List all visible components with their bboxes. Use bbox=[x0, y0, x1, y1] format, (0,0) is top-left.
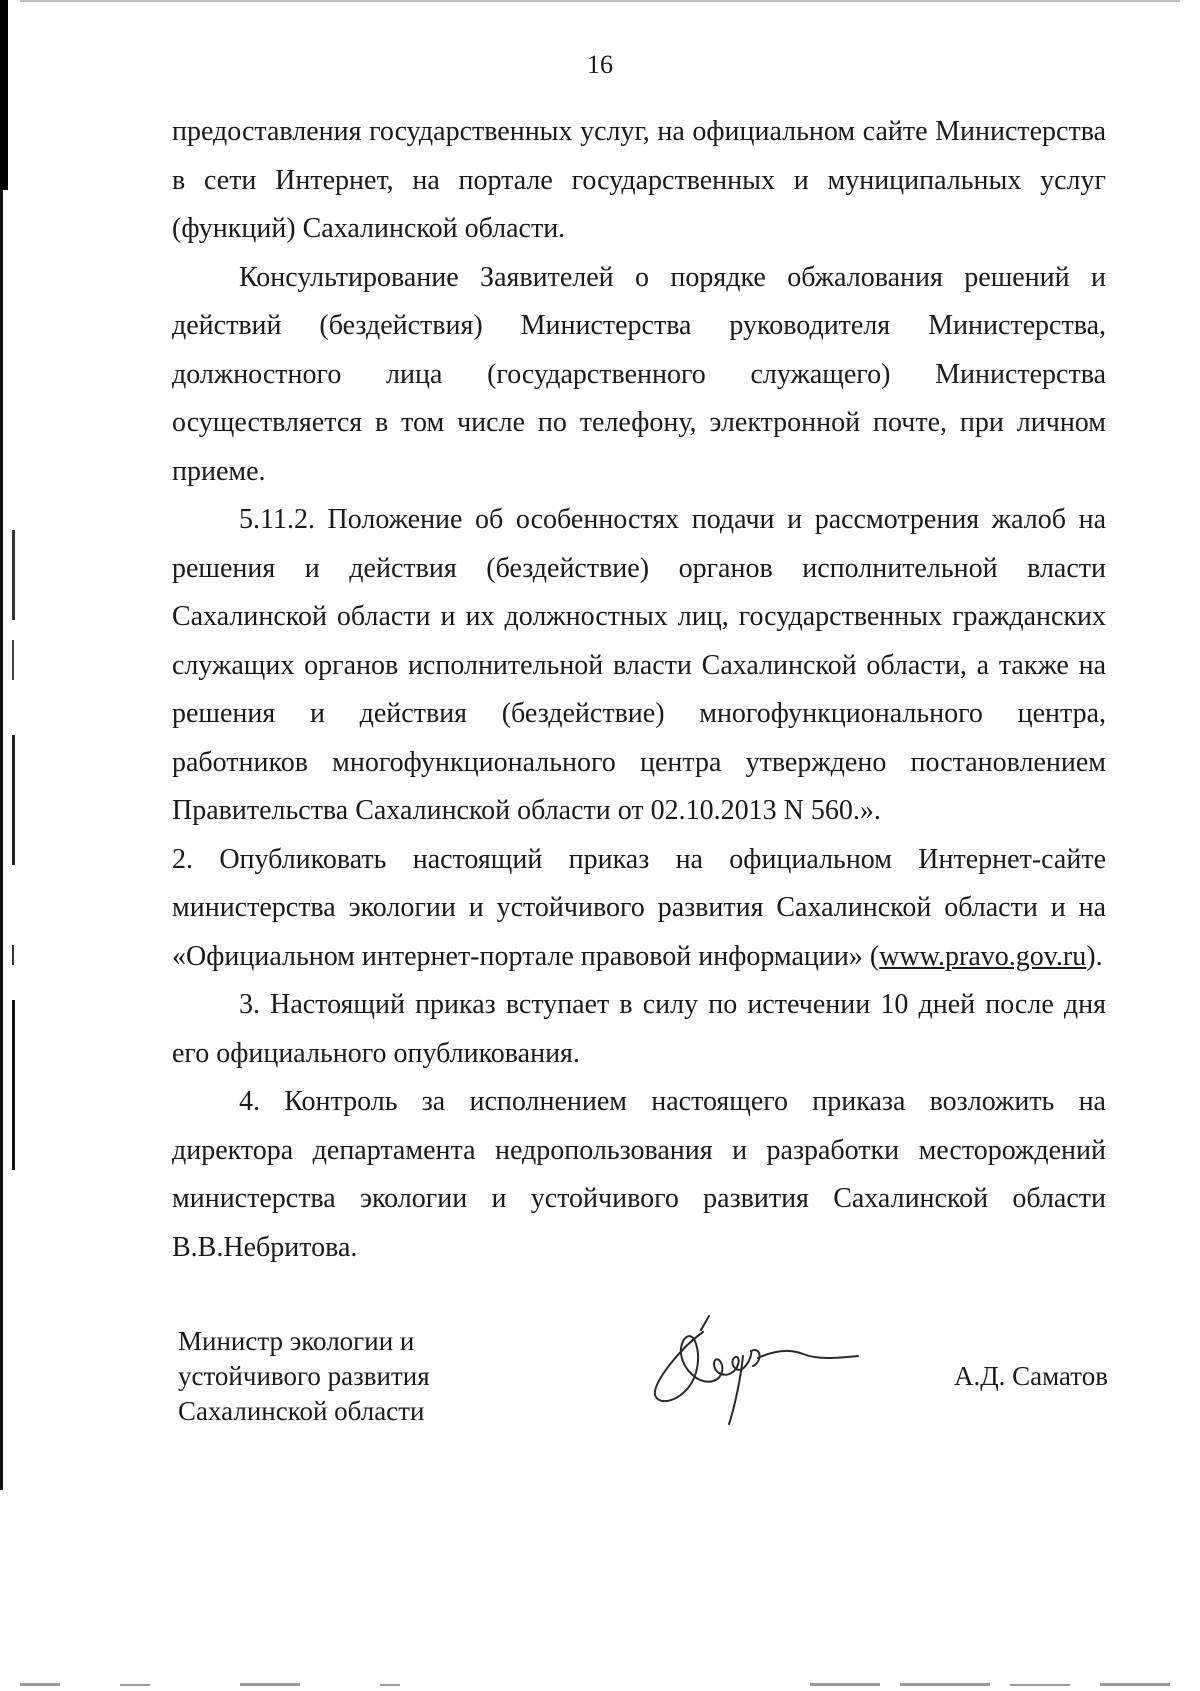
signer-title-line: Сахалинской области bbox=[178, 1396, 425, 1426]
paragraph-consultation: Консультирование Заявителей о порядке обжалования решений и действий (бездействия) Министерства руководителя Министерства, должностного лица (государственного служащего) Министерства осуществляется в том числе по телефону, электронной почте, при личном приеме. bbox=[172, 261, 1106, 487]
paragraph-3-effective: 3. Настоящий приказ вступает в силу по истечении 10 дней после дня его официального опубликования. bbox=[172, 989, 1106, 1069]
paragraph-2-closing: ). bbox=[1086, 940, 1103, 972]
scan-edge-marks bbox=[0, 0, 24, 1691]
signer-name: А.Д. Саматов bbox=[953, 1361, 1108, 1391]
signer-title bbox=[178, 1324, 430, 1429]
pravo-url-link[interactable]: www.pravo.gov.ru bbox=[879, 940, 1087, 972]
paragraph-2-publish bbox=[172, 836, 1106, 982]
body-text bbox=[172, 108, 1106, 1272]
handwritten-signature bbox=[643, 1296, 868, 1436]
signature-block bbox=[178, 1324, 1108, 1444]
signer-title-line: Министр экологии и bbox=[178, 1326, 415, 1356]
page-number: 16 bbox=[587, 50, 613, 79]
paragraph-2-text: 2. Опубликовать настоящий приказ на официальном Интернет-сайте министерства экологии и устойчивого развития Сахалинской области и на «Официальном интернет-портале правовой информации» ( bbox=[172, 843, 1106, 972]
scan-top-border bbox=[20, 0, 1180, 2]
paragraph-4-control: 4. Контроль за исполнением настоящего приказа возложить на директора департамента недропользования и разработки месторождений министерства экологии и устойчивого развития Сахалинской области В.В.Небритова. bbox=[172, 1086, 1106, 1263]
scan-bottom-noise bbox=[0, 1679, 1200, 1691]
signer-title-line: устойчивого развития bbox=[178, 1361, 430, 1391]
paragraph-5-11-2: 5.11.2. Положение об особенностях подачи и рассмотрения жалоб на решения и действия (бездействие) органов исполнительной власти Сахалинской области и их должностных лиц, государственных гражданских служащих органов исполнительной власти Сахалинской области, а также на решения и действия (бездействие) многофункционального центра, работников многофункционального центра утверждено постановлением Правительства Сахалинской области от 02.10.2013 N 560.». bbox=[172, 504, 1106, 826]
paragraph-services-info: предоставления государственных услуг, на официальном сайте Министерства в сети Интернет, на портале государственных и муниципальных услуг (функций) Сахалинской области. bbox=[172, 116, 1106, 244]
